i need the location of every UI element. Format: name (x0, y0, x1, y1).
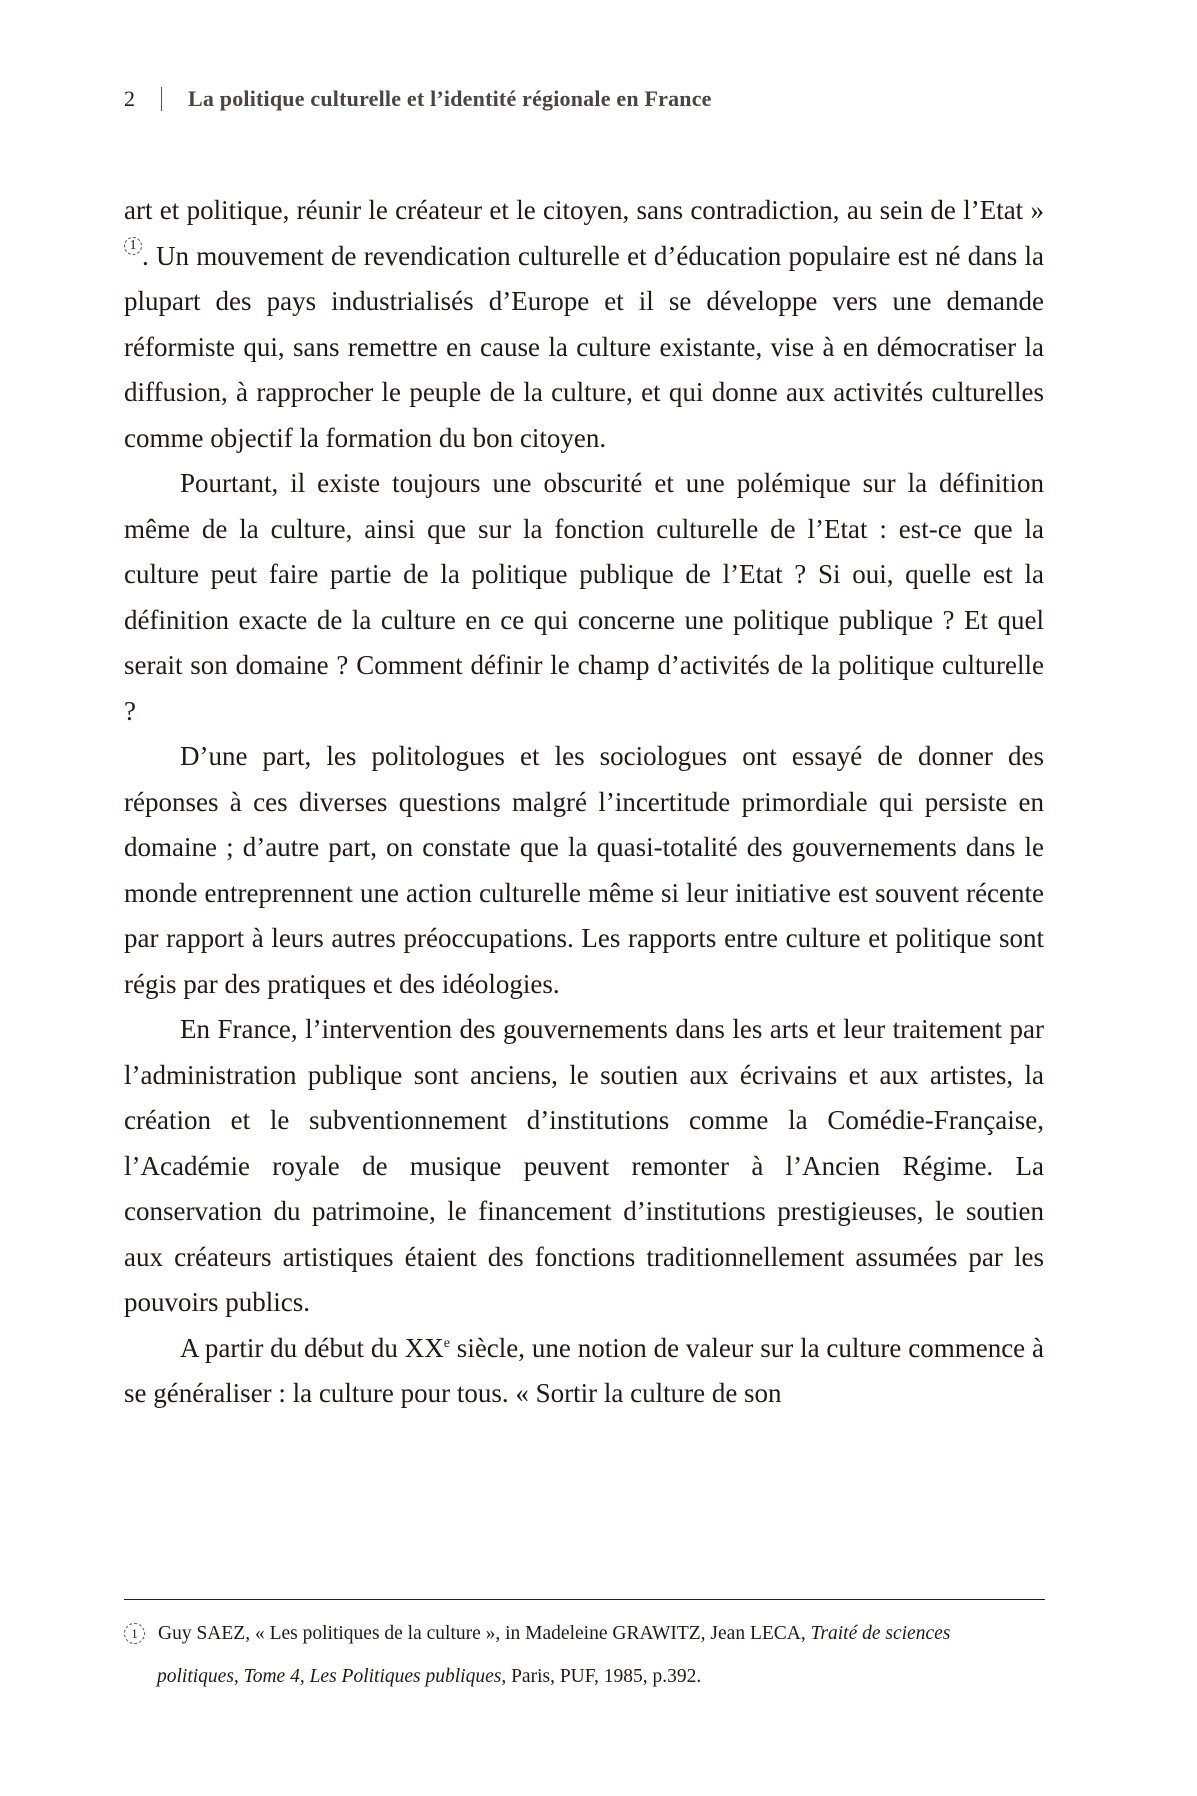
footnote-publication: , Paris, PUF, 1985, p.392. (501, 1666, 702, 1687)
body-text (124, 188, 1044, 1417)
paragraph-5 (124, 1326, 1044, 1417)
page-number: 2 (124, 86, 135, 111)
running-header (124, 86, 712, 112)
footnote-mark: 1 (124, 1623, 145, 1644)
paragraph-2: Pourtant, il existe toujours une obscurité et une polémique sur la définition même de la culture, ainsi que sur la fonction culturelle de l’Etat : est-ce que la culture peut faire partie de la politique publique de l’Etat ? Si oui, quelle est la définition exacte de la culture en ce qui concerne une politique publique ? Et quel serait son domaine ? Comment définir le champ d’activités de la politique culturelle ? (124, 468, 1044, 726)
paragraph-1-end: . Un mouvement de revendication culturelle et d’éducation populaire est né dans la plupart des pays industrialisés d’Europe et il se développe vers une demande réformiste qui, sans remettre en cause la culture existante, vise à en démocratiser la diffusion, à rapprocher le peuple de la culture, et qui donne aux activités culturelles comme objectif la formation du bon citoyen. (124, 240, 1044, 453)
paragraph-1-start: art et politique, réunir le créateur et le citoyen, sans contradiction, au sein de l’Etat » (124, 195, 1044, 225)
paragraph-5-start: A partir du début du XX (180, 1332, 444, 1363)
century-superscript: e (443, 1335, 450, 1351)
paragraph-5-end: siècle, une notion de valeur sur la culture commence à se généraliser : la culture pour tous. « Sortir la culture de son (124, 1332, 1044, 1408)
footnote-reference[interactable]: 1 (124, 237, 142, 255)
footnote-divider (124, 1599, 1045, 1600)
header-divider (161, 87, 162, 111)
footnote-title-part-1: Traité de sciences (810, 1623, 951, 1644)
footnote-line-2 (124, 1655, 1045, 1698)
footnote (124, 1612, 1045, 1698)
footnote-line-1 (124, 1612, 1045, 1655)
footnote-citation: Guy SAEZ, « Les politiques de la culture », in Madeleine GRAWITZ, Jean LECA, (158, 1623, 811, 1644)
footnote-text (158, 1612, 950, 1655)
paragraph-4: En France, l’intervention des gouvernements dans les arts et leur traitement par l’administration publique sont anciens, le soutien aux écrivains et aux artistes, la création et le subventionnement d’institutions comme la Comédie-Française, l’Académie royale de musique peuvent remonter à l’Ancien Régime. La conservation du patrimoine, le financement d’institutions prestigieuses, le soutien aux créateurs artistiques étaient des fonctions traditionnellement assumées par les pouvoirs publics. (124, 1014, 1044, 1317)
footnote-title-part-2: politiques, Tome 4, Les Politiques publiques (157, 1666, 502, 1687)
paragraph-1 (124, 188, 1044, 461)
paragraph-3: D’une part, les politologues et les sociologues ont essayé de donner des réponses à ces diverses questions malgré l’incertitude primordiale qui persiste en domaine ; d’autre part, on constate que la quasi-totalité des gouvernements dans le monde entreprennent une action culturelle même si leur initiative est souvent récente par rapport à leurs autres préoccupations. Les rapports entre culture et politique sont régis par des pratiques et des idéologies. (124, 741, 1044, 999)
running-title: La politique culturelle et l’identité régionale en France (188, 86, 712, 111)
